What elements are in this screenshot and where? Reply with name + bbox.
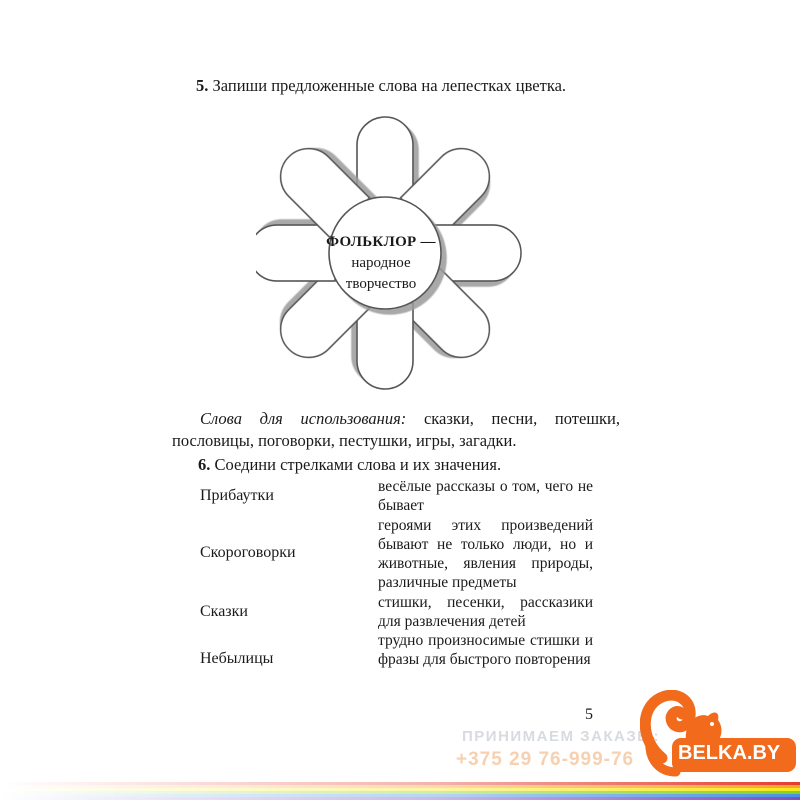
orders-label: ПРИНИМАЕМ ЗАКАЗЫ:: [462, 728, 660, 745]
squirrel-icon: [640, 690, 798, 782]
page-number: 5: [585, 706, 593, 723]
task-6-heading: [198, 455, 501, 475]
flower-center-line2: народное: [351, 255, 411, 271]
words-line-1-rest: сказки, песни, потешки,: [423, 409, 620, 428]
petal-bottom[interactable]: [357, 303, 413, 389]
meaning-2[interactable]: героями этих произведений бывают не только люди, но и животные, явления природы, различные предметы: [378, 517, 593, 591]
flower-center-line3: творчество: [345, 276, 417, 292]
task-5-number: 5.: [196, 76, 209, 95]
words-line-1: [200, 408, 620, 430]
term-4[interactable]: Небылицы: [200, 650, 274, 667]
meaning-4[interactable]: трудно произносимые стишки и фразы для быстрого повторения: [378, 632, 593, 668]
words-label: Слова для использования:: [200, 409, 407, 428]
term-3[interactable]: Сказки: [200, 603, 248, 620]
petal-top[interactable]: [357, 117, 413, 203]
words-paragraph: [172, 408, 620, 452]
logo-text[interactable]: BELKA.BY: [678, 742, 781, 764]
flower-center-text: [306, 232, 456, 295]
flower-center-title: ФОЛЬКЛОР —: [326, 234, 436, 250]
term-1[interactable]: Прибаутки: [200, 487, 274, 504]
orders-phone: +375 29 76-999-76: [456, 749, 635, 770]
task-6-text: Соедини стрелками слова и их значения.: [214, 455, 502, 474]
task-5-text: Запиши предложенные слова на лепестках цветка.: [212, 76, 567, 95]
meaning-1[interactable]: весёлые рассказы о том, чего не бывает: [378, 478, 593, 514]
words-line-2: пословицы, поговорки, пестушки, игры, загадки.: [172, 431, 517, 450]
meaning-3[interactable]: стишки, песенки, рассказики для развлечения детей: [378, 594, 593, 630]
task-5-heading: [196, 76, 566, 96]
task-6-number: 6.: [198, 455, 211, 474]
term-2[interactable]: Скороговорки: [200, 544, 296, 561]
